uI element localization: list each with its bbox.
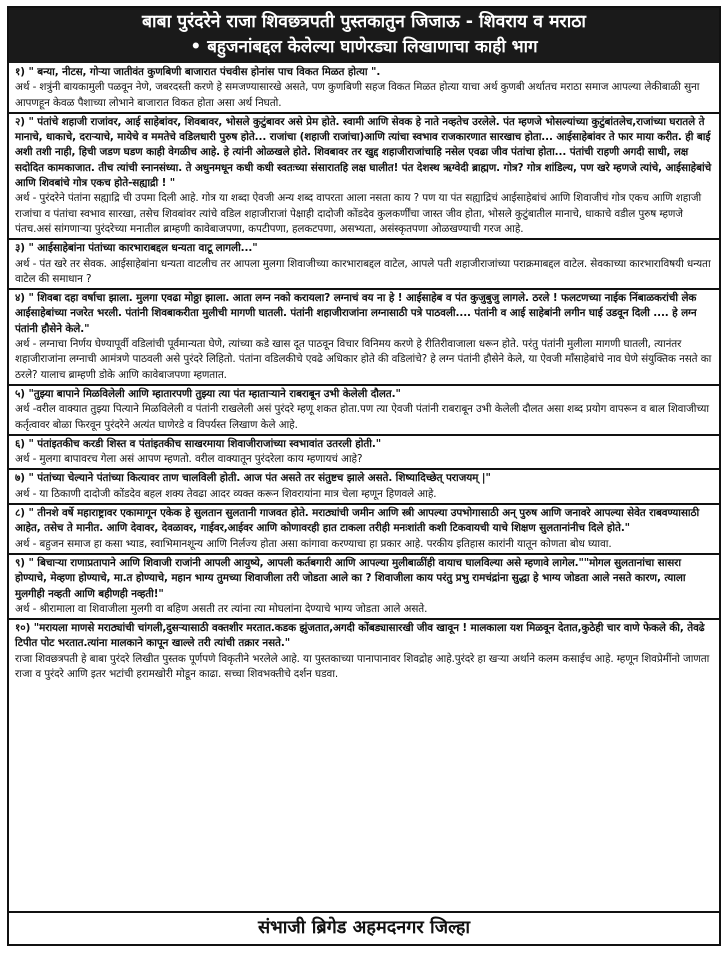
section-1 [15,65,713,111]
section-8 [15,506,713,552]
section-number: ५) [15,387,25,400]
section-9 [15,556,713,617]
divider [9,553,719,555]
divider [9,384,719,386]
quote-text: " बन्या, नीटस, गोऱ्या जातीवंत कुणबिणी बाजारात पंचवीस होनांस पाच विकत मिळत होत्या ". [24,66,381,78]
quote-5 [15,387,713,402]
section-number: ६) [15,437,25,450]
section-number: १) [15,66,25,78]
section-3 [15,241,713,287]
section-number: ८) [15,507,25,520]
section-number: ९) [15,556,25,569]
divider [9,503,719,505]
quote-6 [15,437,713,452]
flyer-page [7,6,721,946]
flyer-header [9,8,719,63]
quote-9 [15,556,713,602]
section-7 [15,471,713,502]
quote-10 [15,621,713,652]
section-4 [15,291,713,383]
quote-text: " आईसाहेबांना पंतांच्या कारभाराबद्दल धन्यता वाटू लागली..." [24,242,258,255]
divider [9,618,719,620]
answer-5: अर्थ -वरील वाक्यात तुझ्या पित्याने मिळविलेली व पंतांनी राखलेली असं पुरंदरे म्हणू शकत होता.पण त्या ऐवजी पंतांनी राबराबून उभी केलेली दौलत असा शब्द प्रयोग वापरून व बाल शिवाजीच्या कर्तृत्वावर बोळा फिरवून पुरंदरेने अत्यंत घाणेरडे व विपर्यस्त लिखाण केले आहे. [15,403,709,431]
answer-1: अर्थ - शत्रुंनी बायकामुली पळवून नेणे, जबरदस्ती करणे हे समजण्यासारखे असते, पण कुणबिणी सहज विकत मिळत होत्या याचा अर्थ कुणबी अर्थातच मराठा समाज आपल्या लेकीबाळी सुना आपणहून केवळ पैशाच्या लोभाने बाजारात विकत होता असा अर्थ निघतो. [15,81,700,109]
divider [9,468,719,470]
header-line-1: बाबा पुरंदरेने राजा शिवछत्रपती पुस्तकातुन जिजाऊ - शिवराय व मराठा [142,12,586,32]
answer-4: अर्थ - लग्नाचा निर्णय घेण्यापूर्वी वडिलांची पूर्वमान्यता घेणे, त्यांच्या कडे खास दूत पाठवून विचार विनिमय करणे हे रीतिरीवाजाला धरून होते. परंतु पंतांनी मुलीला मागणी घातली, त्यानंतर शहाजीराजांना लग्नाची आमंत्रणे पाठवली असे पुरंदरे लिहितो. पंतांना वडिलकीचे एवढे अधिकार होते की वडिलांचे? हे लग्न पंतांनी हौसेने केले, या ऐवजी माँसाहेबांचे नाव घेणे संयुक्तिक नसते का ठरले? यालाच ब्राम्हणी डोके आणि कावेबाजपणा म्हणतात. [15,338,712,381]
section-number: २) [15,115,25,128]
quote-text: " पंतांच्या चेल्याने पंतांच्या कित्यावर ताण चालविली होती. आज पंत असते तर संतुष्टच झाले असते. शिष्यादिच्छेत् पराजयम् |" [24,472,491,485]
section-6 [15,437,713,468]
divider [9,434,719,436]
divider [9,288,719,290]
divider [9,238,719,240]
section-number: ७) [15,472,25,485]
answer-7: अर्थ - या ठिकाणी दादोजी कोंडदेव बहल शक्य तेवढा आदर व्यक्त करून शिवरायांना मात्र चेला म्हणून हिणवले आहे. [15,487,437,500]
quote-8 [15,506,713,537]
quote-1 [15,65,713,80]
section-10 [15,621,713,682]
quote-text: " तीनशे वर्षे महाराष्ट्रावर एकामागून एकेक हे सुलतान सुलतानी गाजवत होते. मराठ्यांची जमीन आणि स्त्री आपल्या उपभोगासाठी अन् पुरुष आणि जनावरे आपल्या सेवेत राबवण्यासाठी आहेत, तसेच ते मानीत. आणि देवावर, देवळावर, गाईवर,आईवर आणि कोणावरही हात टाकला तरीही मनःशांती कशी टिकवायची याचे शिक्षण सुलतानांनीच दिले होते." [15,507,700,535]
footer-signature: संभाजी ब्रिगेड अहमदनगर जिल्हा [9,911,719,944]
answer-2: अर्थ - पुरंदरेने पंतांना सह्याद्रि ची उपमा दिली आहे. गोत्र या शब्दा ऐवजी अन्य शब्द वापरता आला नसता काय ? पण या पंत सह्याद्रिचं आईसाहेबांचं आणि शिवाजीचं गोत्र एकच आणि शहाजी राजांचा व पंतांचा स्वभाव सारखा, तसेच शिवबांवर त्यांचे वडिल शहाजीराजां पेक्षाही दादोजी कोंडदेव कुलकर्णींचा जास्त जीव होता, भोसले कुटुंबातील मानाचे, धाकाचे वडील पुरुष म्हणजे पंतच.असं सांगणाऱ्या पुरंदरेच्या मनातील ब्राम्हणी कावेबाजपणा, कपटीपणा, हलकटपणा, असभ्यता, असंस्कृतपणा ओळखण्याची गरज आहे. [15,192,702,235]
quote-2 [15,115,713,191]
answer-9: अर्थ - श्रीरामाला वा शिवाजीला मुलगी वा बहिण असती तर त्यांना त्या मोघलांना देण्याचे भाग्य जोडता आले असते. [15,602,428,615]
quote-text: "तुझ्या बापाने मिळविलेली आणि म्हातारपणी तुझ्या त्या पंत म्हाताऱ्याने राबराबून उभी केलेली दौलत." [24,387,401,400]
answer-3: अर्थ - पंत खरे तर सेवक. आईसाहेबांना धन्यता वाटलीच तर आपला मुलगा शिवाजीच्या कारभाराबद्दल वाटेल, आपले पती शहाजीराजांच्या पराक्रमाबद्दल वाटेल. सेवकाच्या कारभाराविषयी धन्यता वाटेल की समाधान ? [15,257,711,285]
quote-text: " पंतांचे शहाजी राजांवर, आई साहेबांवर, शिवबावर, भोसले कुटुंबावर असे प्रेम होते. स्वामी आणि सेवक हे नाते नव्हतेच उरलेले. पंत म्हणजे भोसल्यांच्या कुटुंबांतलेच,राजांच्या घरातले ते मानाचे, धाकाचे, दराऱ्याचे, मायेचे व ममतेचे वडिलधारी पुरुष होते... राजांचा (शहाजी राजांचा)आणि त्यांचा स्वभाव राजकारणात सारखाच होता... आईसाहेबांवर ते फार माया करीत. ही बाई अशी तशी नाही, हिची जडण घडण काही वेगळीच आहे. हे त्यांनी ओळखले होते. शिवबावर तर खुद्द शहाजीराजांचाहि नसेल एवढा जीव पंतांचा होता... पंतांची राहणी अगदी साधी, लक्ष सदोदित कामकाजात. तीच त्यांची स्नानसंध्या. ते अधुनमधून कधी कधी स्वतःच्या संसारातहि लक्ष घालीत! पंत देशस्थ ऋग्वेदी ब्राह्मण. गोत्र? गोत्र शांडिल्य, पण खरे म्हणजे त्यांचे, आईसाहेबांचे आणि शिवबांचे गोत्र एकच होते-सह्याद्री ! " [15,115,712,190]
quote-7 [15,471,713,486]
section-5 [15,387,713,433]
section-number: १०) [15,622,31,635]
quote-text: " बिचाऱ्या राणाप्रतापाने आणि शिवाजी राजांनी आपली आयुष्ये, आपली कर्तबगारी आणि आपल्या मुलीबाळींही वायाच घालविल्या असे म्हणावे लागेल.""मोगल सुलतानांचा सासरा होण्याचे, मेव्हणा होण्याचे, मा.त होण्याचे, महान भाग्य तुमच्या शिवाजीला तरी जोडता आले का ? शिवाजीला काय परंतु प्रभु रामचंद्रांना सुद्धा हे भाग्य जोडता आले नसते कारण, त्याला मुलगीही नव्हती आणि बहीणही नव्हती!" [15,556,686,600]
section-2 [15,115,713,237]
closing-text: राजा शिवछत्रपती हे बाबा पुरंदरे लिखीत पुस्तक पूर्णपणे विकृतीने भरलेले आहे. या पुस्तकाच्या पानापानावर शिवद्रोह आहे.पुरंदरे हा खऱ्या अर्थाने कलम कसाईच आहे. म्हणून शिवप्रेमींनो जाणता राजा व पुरंदरे आणि इतर भटांची हरामखोरी मोडून काढा. सच्चा शिवभक्तीचे दर्शन घडवा. [15,652,710,680]
header-line-2: • बहुजनांबद्दल केलेल्या घाणेरड्या लिखाणाचा काही भाग [190,37,538,57]
quote-text: " शिवबा दहा वर्षाचा झाला. मुलगा एवढा मोठ्ठा झाला. आता लग्न नको करायला? लग्नाचं वय ना हे ! आईसाहेब व पंत कुजुबुजु लागले. ठरले ! फलटणच्या नाईक निंबाळकरांची लेक आईसाहेबांच्या नजरेत भरली. पंतांनी शिवबाकरीता मुलीची मागणी घातली. पंतांनी शहाजीराजांना लग्नासाठी पत्रे पाठवली.... पंतांनी व आई साहेबांनी लगीन घाई उडवून दिली .... हे लग्न पंतांनी हौसेने केले." [15,292,697,335]
answer-8: अर्थ - बहुजन समाज हा कसा भ्याड, स्वाभिमानशून्य आणि निर्लज्य होता असा कांगावा करण्याचा हा प्रकार आहे. परकीय इतिहास कारांनी यातून कोणता बोध घ्यावा. [15,537,612,550]
quote-3 [15,241,713,256]
quote-text: "मरायला माणसे मराठ्यांची चांगली,दुसऱ्यासाठी वक्तशीर मरतात.कडक झुंजतात,अगदी कोंबड्यासारखी जीव खावून ! मालकाला यश मिळवून देतात,कुठेही चार वाणे फेकले की, तेवढे टिपीत पोट भरतात.त्यांना मालकाने कापून खाल्ले तरी त्यांची तक्रार नसते." [15,622,705,650]
section-number: ३) [15,242,25,255]
divider [9,112,719,114]
flyer-body [9,63,719,682]
quote-text: " पंतांइतकीच करडी शिस्त व पंतांइतकीच साखरमाया शिवाजीराजांच्या स्वभावांत उतरली होती." [24,437,382,450]
section-number: ४) [15,292,25,305]
answer-6: अर्थ - मुलगा बापावरच गेला असं आपण म्हणतो. वरील वाक्यातून पुरंदरेला काय म्हणायचं आहे? [15,453,363,466]
quote-4 [15,291,713,337]
